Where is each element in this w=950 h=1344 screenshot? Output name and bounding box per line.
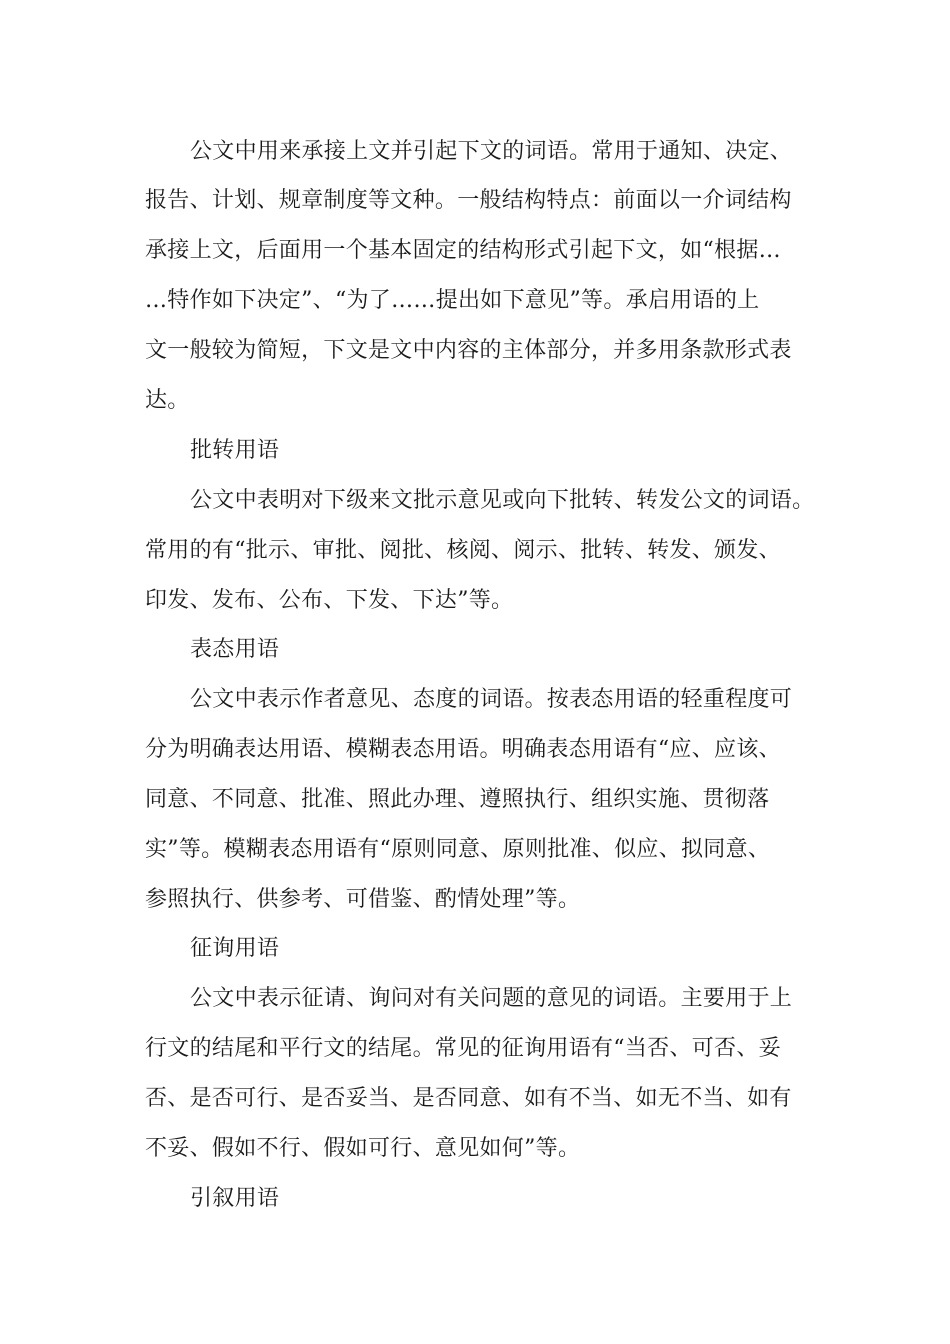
paragraph-line: 印发、发布、公布、下发、下达”等。 — [145, 588, 514, 613]
paragraph-line: 承接上文，后面用一个基本固定的结构形式引起下文，如“根据… — [145, 238, 781, 263]
paragraph-line: 公文中表示征请、询问对有关问题的意见的词语。主要用于上 — [190, 986, 793, 1011]
paragraph-line: 公文中用来承接上文并引起下文的词语。常用于通知、决定、 — [190, 139, 793, 164]
paragraph-line: 实”等。模糊表态用语有“原则同意、原则批准、似应、拟同意、 — [145, 837, 771, 862]
paragraph-line: 参照执行、供参考、可借鉴、酌情处理”等。 — [145, 887, 581, 912]
paragraph-line: 不妥、假如不行、假如可行、意见如何”等。 — [145, 1136, 581, 1161]
paragraph-line: 报告、计划、规章制度等文种。一般结构特点：前面以一介词结构 — [145, 188, 792, 213]
paragraph-line: 公文中表明对下级来文批示意见或向下批转、转发公文的词语。 — [190, 488, 815, 513]
paragraph-line: 公文中表示作者意见、态度的词语。按表态用语的轻重程度可 — [190, 687, 793, 712]
paragraph-line: …特作如下决定”、“为了……提出如下意见”等。承启用语的上 — [145, 288, 760, 313]
paragraph-line: 常用的有“批示、审批、阅批、核阅、阅示、批转、转发、颁发、 — [145, 538, 781, 563]
paragraph-line: 达。 — [145, 388, 190, 413]
section-heading: 表态用语 — [190, 637, 280, 662]
section-heading: 引叙用语 — [190, 1186, 280, 1211]
paragraph-line: 行文的结尾和平行文的结尾。常见的征询用语有“当否、可否、妥 — [145, 1036, 781, 1061]
paragraph-line: 否、是否可行、是否妥当、是否同意、如有不当、如无不当、如有 — [145, 1086, 792, 1111]
section-heading: 征询用语 — [190, 936, 280, 961]
paragraph-line: 文一般较为简短，下文是文中内容的主体部分，并多用条款形式表 — [145, 338, 792, 363]
paragraph-line: 分为明确表达用语、模糊表态用语。明确表态用语有“应、应该、 — [145, 737, 781, 762]
section-heading: 批转用语 — [190, 438, 280, 463]
paragraph-line: 同意、不同意、批准、照此办理、遵照执行、组织实施、贯彻落 — [145, 787, 770, 812]
